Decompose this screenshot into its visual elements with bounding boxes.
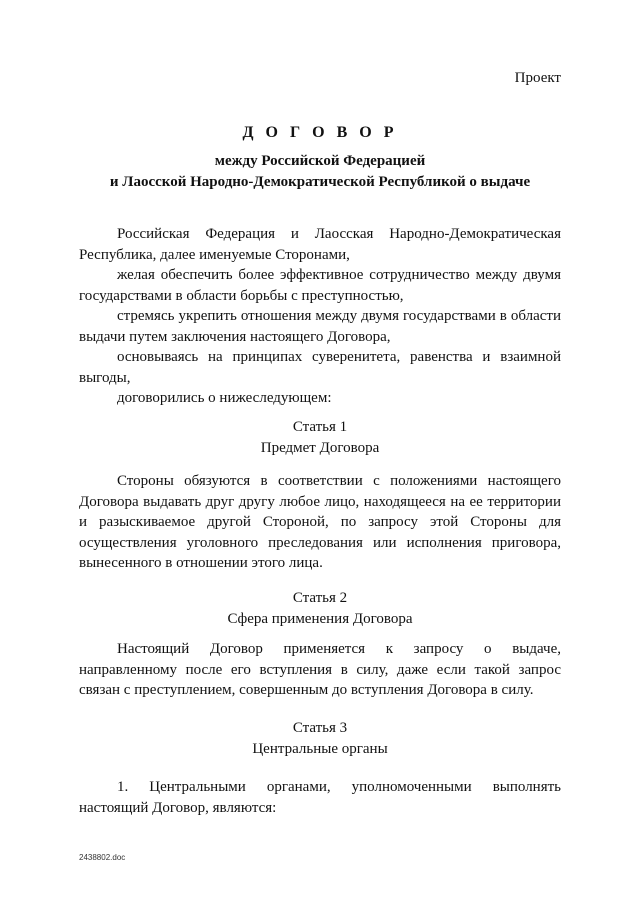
document-subtitle [0, 151, 640, 193]
document-title: Д О Г О В О Р [242, 124, 398, 141]
article-3-heading [0, 718, 640, 760]
subtitle-line-1: между Российской Федерацией [214, 153, 426, 169]
article-paragraph: 1. Центральными органами, уполномоченными выполнять настоящий Договор, являются: [79, 779, 561, 816]
footer-filename: 2438802.doc [79, 853, 126, 862]
preamble-paragraph: желая обеспечить более эффективное сотрудничество между двумя государствами в области борьбы с преступностью, [79, 267, 561, 304]
article-paragraph: Настоящий Договор применяется к запросу о выдаче, направленному после его вступления в силу, даже если такой запрос связан с преступлением, совершенным до вступления Договора в силу. [79, 641, 561, 698]
article-2-body [79, 639, 561, 701]
preamble [79, 224, 561, 409]
article-number: Статья 3 [292, 720, 348, 736]
preamble-paragraph: Российская Федерация и Лаосская Народно-Демократическая Республика, далее именуемые Сторонами, [79, 226, 561, 263]
article-title: Центральные органы [252, 741, 388, 757]
preamble-paragraph: основываясь на принципах суверенитета, равенства и взаимной выгоды, [79, 349, 561, 386]
article-paragraph: Стороны обязуются в соответствии с положениями настоящего Договора выдавать друг другу любое лицо, находящееся на ее территории и разыскиваемое другой Стороной, по запросу этой Стороны для осуществления уголовного преследования или исполнения приговора, вынесенного в отношении этого лица. [79, 473, 561, 571]
article-title: Сфера применения Договора [227, 611, 413, 627]
article-number: Статья 2 [292, 590, 348, 606]
draft-label: Проект [514, 70, 561, 86]
preamble-paragraph: стремясь укрепить отношения между двумя государствами в области выдачи путем заключения настоящего Договора, [79, 308, 561, 345]
article-1-body [79, 471, 561, 574]
article-1-heading [0, 417, 640, 459]
article-title: Предмет Договора [260, 440, 380, 456]
subtitle-line-2: и Лаосской Народно-Демократической Республикой о выдаче [109, 174, 531, 190]
article-number: Статья 1 [292, 419, 348, 435]
preamble-paragraph: договорились о нижеследующем: [117, 390, 332, 406]
article-3-body [79, 777, 561, 818]
article-2-heading [0, 588, 640, 630]
